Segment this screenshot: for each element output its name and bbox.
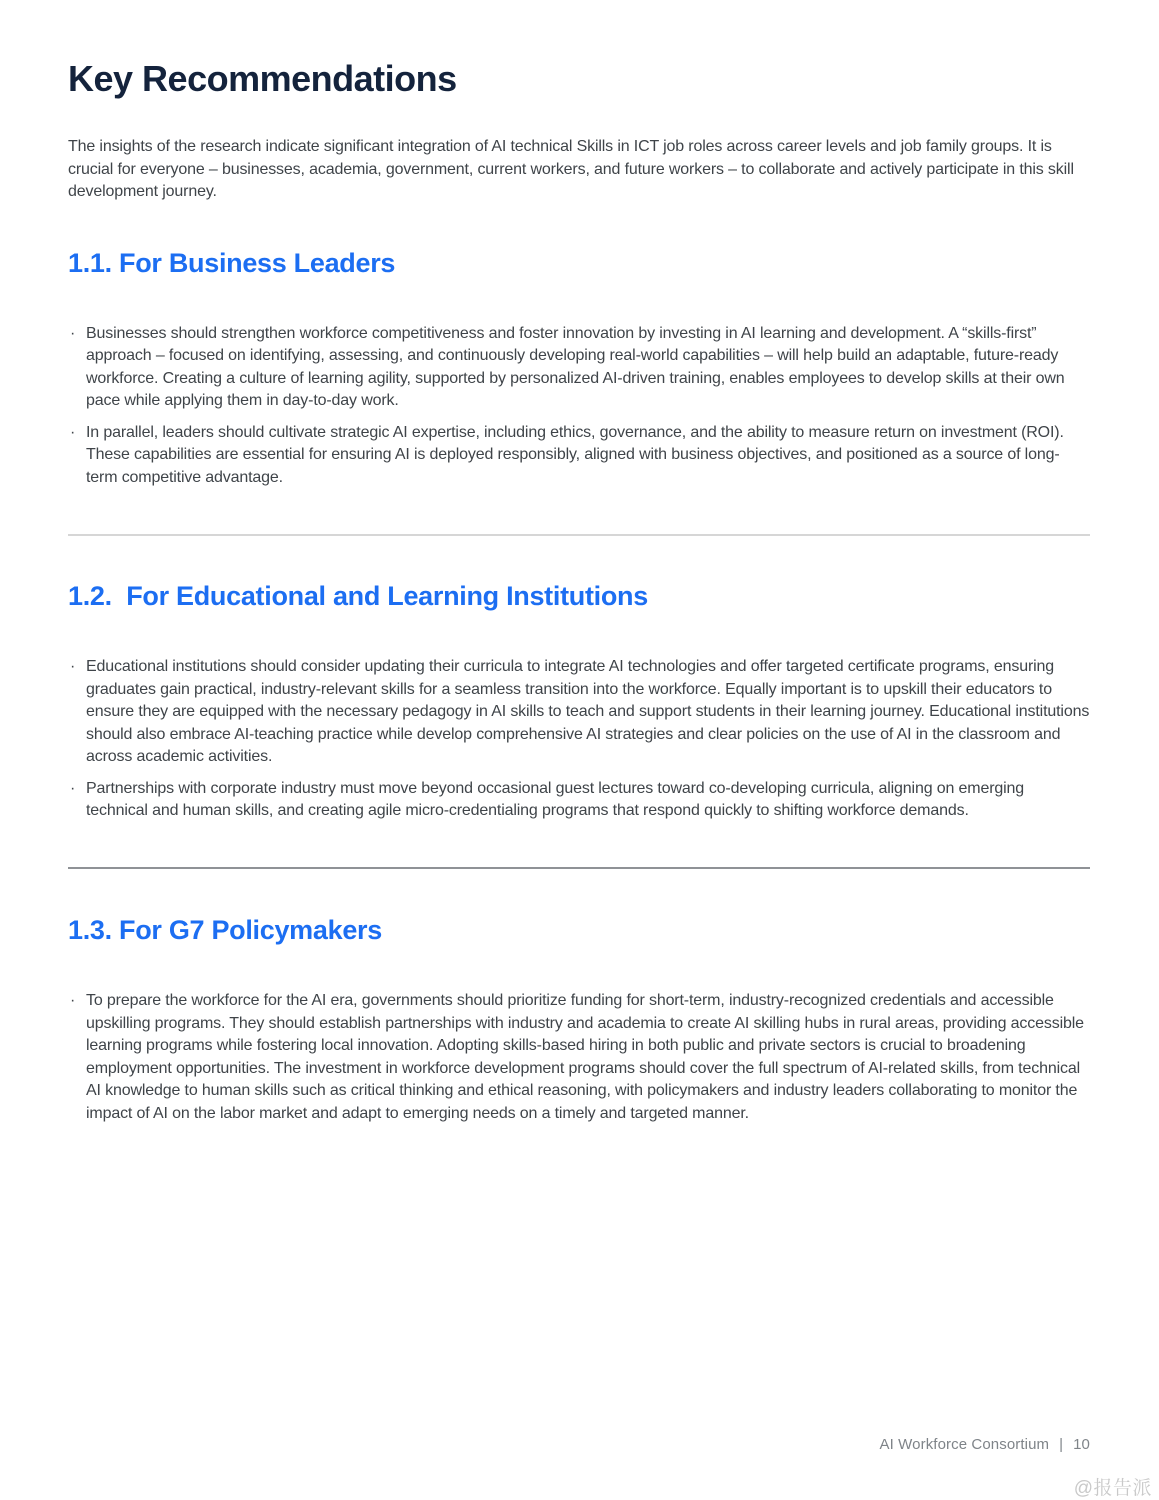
bullet-item	[68, 778, 1090, 823]
footer-page-number: 10	[1073, 1436, 1090, 1453]
bullet-item	[68, 656, 1090, 769]
section-heading-business-leaders: 1.1. For Business Leaders	[68, 247, 396, 278]
section-divider	[68, 534, 1090, 536]
bullet-dot-icon: ·	[70, 992, 76, 1010]
bullet-text: Businesses should strengthen workforce competitiveness and foster innovation by investing in AI learning and development. A “skills-first” approach – focused on identifying, assessing, and continuously developing real-world capabilities – will help build an adaptable, future-ready workforce. Creating a culture of learning agility, supported by personalized AI-driven training, enables employees to develop skills at their own pace while applying them in day-to-day work.	[86, 324, 1065, 410]
bullet-text: Partnerships with corporate industry must move beyond occasional guest lectures toward co-developing curricula, aligning on emerging technical and human skills, and creating agile micro-credentialing programs that respond quickly to shifting workforce demands.	[86, 779, 1025, 820]
bullet-text: Educational institutions should consider updating their curricula to integrate AI technologies and offer targeted certificate programs, ensuring graduates gain practical, industry-relevant skills for a seamless transition into the workforce. Equally important is to upskill their educators to ensure they are equipped with the necessary pedagogy in AI skills to teach and support students in their learning journey. Educational institutions should also embrace AI-teaching practice while develop comprehensive AI strategies and clear policies on the use of AI in the classroom and across academic activities.	[86, 658, 1090, 766]
bullet-list-business-leaders	[68, 323, 1090, 490]
page-content	[0, 58, 1159, 1125]
bullet-list-g7-policymakers	[68, 990, 1090, 1125]
bullet-item	[68, 323, 1090, 413]
section-heading-g7-policymakers: 1.3. For G7 Policymakers	[68, 914, 382, 945]
bullet-text: To prepare the workforce for the AI era, governments should prioritize funding for short-term, industry-recognized credentials and accessible upskilling programs. They should establish partnerships with industry and academia to create AI skilling hubs in rural areas, providing accessible learning programs while fostering local innovation. Adopting skills-based hiring in both public and private sectors is crucial to broadening employment opportunities. The investment in workforce development programs should cover the full spectrum of AI-related skills, from technical AI knowledge to human skills such as critical thinking and ethical reasoning, with policymakers and industry leaders collaborating to monitor the impact of AI on the labor market and adapt to emerging needs on a timely and targeted manner.	[86, 992, 1084, 1122]
page-title: Key Recommendations	[68, 58, 457, 99]
bullet-list-educational-institutions	[68, 656, 1090, 823]
intro-paragraph: The insights of the research indicate significant integration of AI technical Skills in ICT job roles across career levels and job family groups. It is crucial for everyone – businesses, academia, government, current workers, and future workers – to collaborate and actively participate in this skill development journey.	[68, 138, 1074, 201]
footer-doc-name: AI Workforce Consortium	[879, 1436, 1050, 1453]
section-divider	[68, 867, 1090, 869]
bullet-item	[68, 990, 1090, 1125]
section-heading-educational-institutions: 1.2. For Educational and Learning Institutions	[68, 581, 648, 612]
page-footer	[880, 1436, 1090, 1453]
watermark-baogaopai: @报告派	[1073, 1478, 1152, 1499]
bullet-text: In parallel, leaders should cultivate strategic AI expertise, including ethics, governance, and the ability to measure return on investment (ROI). These capabilities are essential for ensuring AI is deployed responsibly, aligned with business objectives, and positioned as a source of long-term competitive advantage.	[86, 423, 1064, 486]
footer-separator: |	[1059, 1436, 1064, 1453]
bullet-dot-icon: ·	[70, 658, 76, 676]
bullet-dot-icon: ·	[70, 423, 76, 441]
bullet-dot-icon: ·	[70, 779, 76, 797]
bullet-dot-icon: ·	[70, 324, 76, 342]
bullet-item	[68, 422, 1090, 490]
